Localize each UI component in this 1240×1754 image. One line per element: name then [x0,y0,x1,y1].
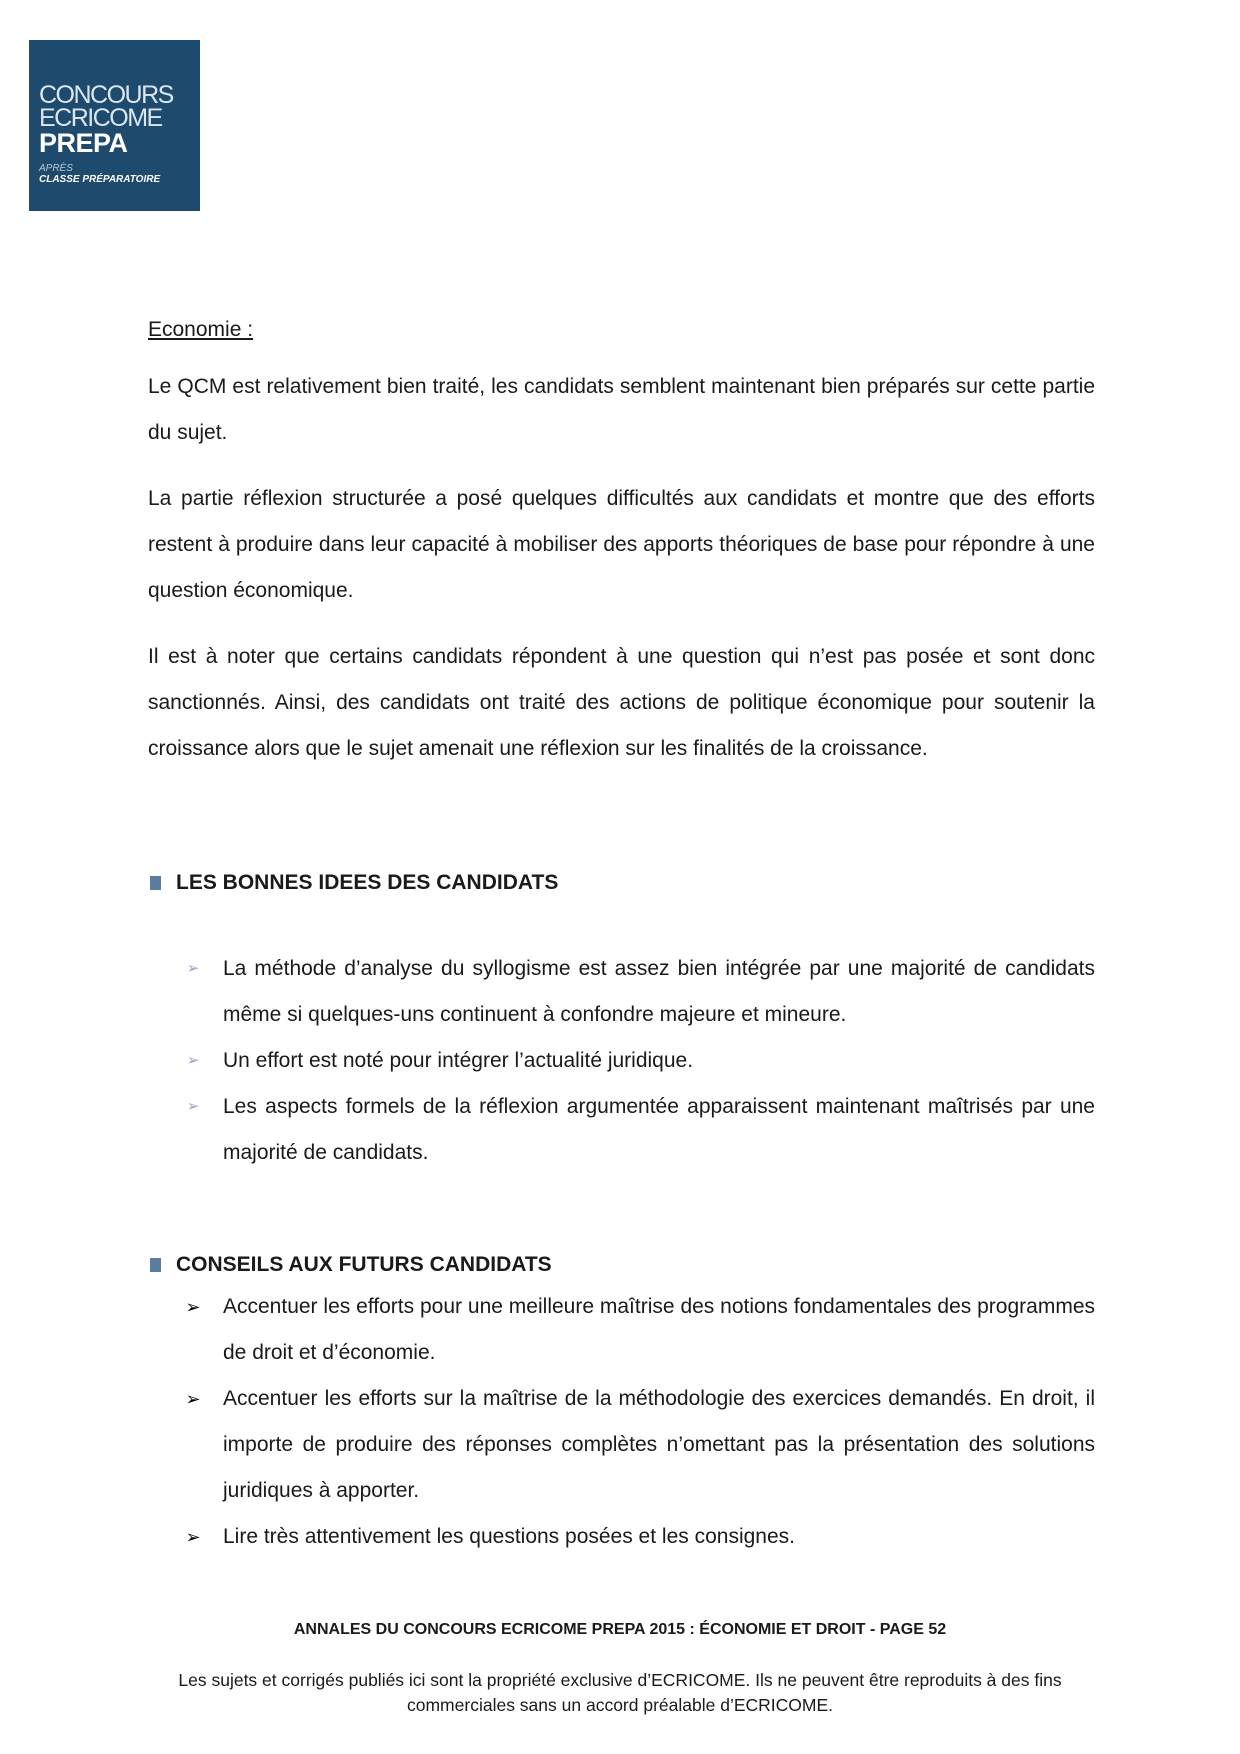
ecricome-logo [29,40,200,211]
list-item: ➢ Un effort est noté pour intégrer l’actualité juridique. [223,1038,1095,1084]
economie-paragraph-2: La partie réflexion structurée a posé quelques difficultés aux candidats et montre que des efforts restent à produire dans leur capacité à mobiliser des apports théoriques de base pour répondre à une question économique. [148,487,1095,602]
section-square-icon [150,876,161,890]
arrow-bullet-icon: ➢ [186,1098,200,1115]
conseils-list [148,1284,1095,1560]
arrow-bullet-icon: ➢ [186,1052,200,1069]
list-item: ➢ Lire très attentivement les questions posées et les consignes. [223,1514,1095,1560]
economie-heading: Economie : [148,318,254,341]
logo-line-prepa: PREPA [39,128,128,158]
logo-line-concours: CONCOURS [39,81,173,109]
conseils-title [148,1250,1095,1280]
arrow-bullet-icon: ➢ [185,1527,201,1547]
logo-line-classe: CLASSE PRÉPARATOIRE [39,174,161,185]
logo-line-apres: APRÈS [39,163,73,174]
economie-paragraph-1: Le QCM est relativement bien traité, les candidats semblent maintenant bien préparés sur cette partie du sujet. [148,375,1095,444]
list-item: ➢ La méthode d’analyse du syllogisme est assez bien intégrée par une majorité de candidats même si quelques-uns continuent à confondre majeure et mineure. [223,946,1095,1038]
document-body [148,308,1095,1560]
list-item: ➢ Accentuer les efforts pour une meilleure maîtrise des notions fondamentales des programmes de droit et d’économie. [223,1284,1095,1376]
bonnes-idees-title [148,868,1095,898]
page-footer-title: ANNALES DU CONCOURS ECRICOME PREPA 2015 : ÉCONOMIE ET DROIT - PAGE 52 [293,1621,947,1638]
bonnes-idees-title-text: LES BONNES IDEES DES CANDIDATS [176,871,559,894]
section-square-icon [150,1258,161,1272]
economie-paragraph-3: Il est à noter que certains candidats répondent à une question qui n’est pas posée et sont donc sanctionnés. Ainsi, des candidats ont traité des actions de politique économique pour soutenir la croissance alors que le sujet amenait une réflexion sur les finalités de la croissance. [148,645,1095,760]
arrow-bullet-icon: ➢ [185,1389,201,1409]
conseils-title-text: CONSEILS AUX FUTURS CANDIDATS [176,1253,552,1276]
page-footer-note: Les sujets et corrigés publiés ici sont la propriété exclusive d’ECRICOME. Ils ne peuvent être reproduits à des fins commerciales sans un accord préalable d’ECRICOME. [178,1670,1062,1715]
arrow-bullet-icon: ➢ [186,960,200,977]
bonnes-idees-list [148,946,1095,1176]
arrow-bullet-icon: ➢ [185,1297,201,1317]
list-item: ➢ Accentuer les efforts sur la maîtrise de la méthodologie des exercices demandés. En droit, il importe de produire des réponses complètes n’omettant pas la présentation des solutions juridiques à apporter. [223,1376,1095,1514]
logo-line-ecricome: ECRICOME [39,104,162,132]
list-item: ➢ Les aspects formels de la réflexion argumentée apparaissent maintenant maîtrisés par une majorité de candidats. [223,1084,1095,1176]
